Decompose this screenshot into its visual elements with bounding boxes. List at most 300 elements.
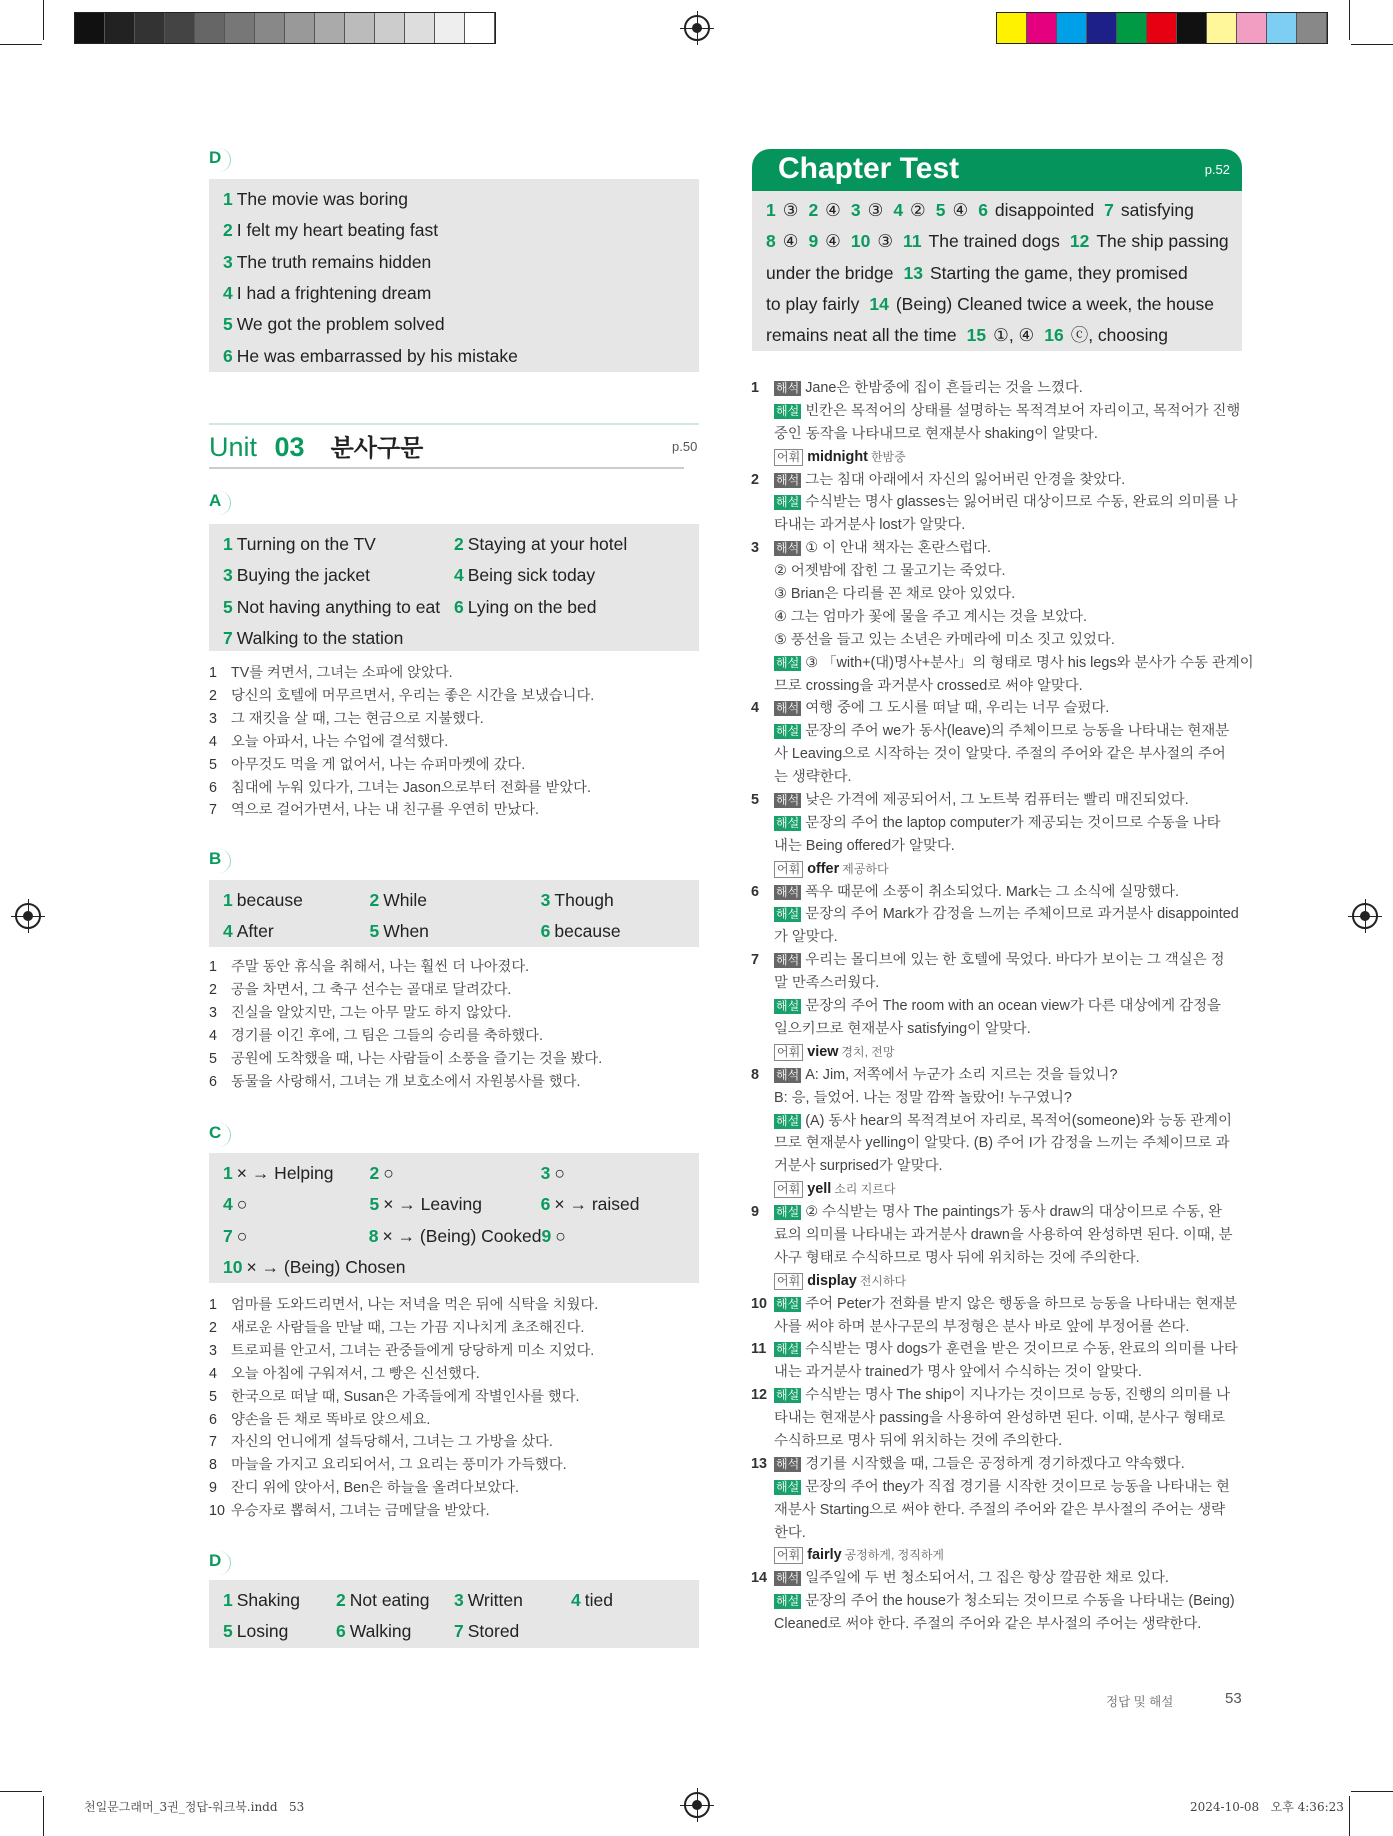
registration-mark-icon [1352,903,1378,929]
answer-row [223,278,699,309]
chapter-answer-text: ③ [782,200,799,220]
explanation-text: 거분사 surprised가 알맞다. [774,1158,943,1175]
explanation-number: 14 [751,1570,768,1587]
explanation-text: 그는 침대 아래에서 자신의 잃어버린 안경을 찾았다. [805,471,1126,488]
explanation-number: 10 [751,1295,768,1312]
explanation-text: 일으키므로 현재분사 satisfying이 알맞다. [774,1020,1031,1037]
chapter-answer-number: 12 [1069,231,1090,252]
explanation-line [751,1132,1243,1155]
translation-text: 잔디 위에 앉아서, Ben은 하늘을 올려다보았다. [231,1480,520,1497]
crop-mark [1351,1791,1393,1792]
translation-list [209,662,594,822]
translation-line [209,685,594,708]
chapter-answer [903,231,1060,251]
chapter-answer-text: ⓒ, choosing [1070,325,1168,346]
answer-item [223,1590,336,1611]
translation-text: 자신의 언니에게 설득당해서, 그녀는 그 가방을 샀다. [231,1434,553,1451]
chapter-answer-text: ①, ④ [993,325,1035,346]
chapter-answer [766,325,957,345]
answer-text: I felt my heart beating fast [236,220,439,241]
explanation-text: 는 생략한다. [774,769,852,786]
color-swatch [1087,13,1117,43]
explanation-line [751,1499,1243,1522]
color-swatch [1147,13,1177,43]
translation-line [209,1025,602,1048]
answer-item [454,1590,571,1611]
answer-row [223,623,699,654]
answer-row [223,560,699,591]
grayscale-swatch [435,13,465,43]
answer-item [223,921,369,942]
translation-line [209,1409,598,1432]
tag-translation: 해석 [776,953,800,968]
explanation-line [751,720,1243,743]
translation-text: 우승자로 뽑혀서, 그녀는 금메달을 받았다. [231,1503,490,1520]
translation-line [209,754,594,777]
grayscale-swatch [255,13,285,43]
chapter-answer-number: 7 [1104,200,1114,220]
translation-list [209,956,602,1093]
chapter-test-page-ref: p.52 [1204,162,1230,177]
translation-number: 6 [209,1411,217,1428]
explanation-text: 빈칸은 목적어의 상태를 설명하는 목적격보어 자리이고, 목적어가 진행 [805,402,1241,419]
translation-line [209,979,602,1002]
explanation-text: 수식받는 명사 glasses는 잃어버린 대상이므로 수동, 완료의 의미를 나 [805,494,1238,511]
grayscale-swatch [135,13,165,43]
translation-number: 4 [209,733,217,750]
answer-number: 10 [223,1257,243,1278]
explanation-line [751,423,1243,446]
tag-vocabulary: 어휘 [774,1273,803,1290]
explanation-text: 료의 의미를 나타내는 과거분사 drawn을 사용하여 완성하면 된다. 이때, 분 [774,1226,1233,1243]
explanation-line [751,652,1254,675]
translation-text: 그 재킷을 살 때, 그는 현금으로 지불했다. [231,710,484,727]
translation-text: TV를 켜면서, 그녀는 소파에 앉았다. [231,665,453,681]
translation-text: 양손을 든 채로 똑바로 앉으세요. [231,1411,431,1428]
explanation-line [751,1224,1243,1247]
answer-item [369,921,540,942]
answer-number: 7 [454,1621,464,1642]
chapter-answer-text: under the bridge [766,262,894,283]
translation-line [209,777,594,800]
answer-row [223,916,699,947]
answer-text: because [554,921,621,942]
answer-number: 8 [368,1225,379,1246]
tag-commentary: 해설 [776,1479,800,1494]
answer-item [223,1257,406,1278]
translation-text: 동물을 사랑해서, 그녀는 개 보호소에서 자원봉사를 했다. [231,1073,581,1090]
grayscale-swatch [375,13,405,43]
color-swatch [1297,13,1327,43]
chapter-answer-number: 6 [978,200,988,220]
translation-number: 2 [209,687,217,704]
explanation-line [751,812,1243,835]
explanation-text: 문장의 주어 The room with an ocean view가 다른 대상에게 감정을 [805,998,1221,1015]
answer-item [223,890,369,911]
answer-number: 2 [369,890,380,911]
explanation-line [751,903,1243,926]
explanation-line [751,446,1243,469]
answer-item [541,890,699,911]
explanation-text: 수식받는 명사 The ship이 지나가는 것이므로 능동, 진행의 의미를 나 [805,1387,1230,1404]
answer-item [223,597,454,618]
translation-text: 오늘 아침에 구워져서, 그 빵은 신선했다. [231,1365,480,1382]
answer-number: 1 [223,189,233,210]
chapter-answer [936,200,968,220]
answer-text: Being sick today [467,565,596,586]
explanation-line [751,1201,1243,1224]
slug-filename: 천일문그래머_3권_정답-워크북.indd 53 [84,1800,305,1814]
translation-text: 공을 차면서, 그 축구 선수는 골대로 달려갔다. [231,981,512,998]
answer-number: 4 [223,283,233,304]
answer-item [336,1590,454,1611]
chapter-answer-text: to play fairly [766,293,860,314]
explanation-line [751,1087,1243,1110]
explanation-text: 사 Leaving으로 시작하는 것이 알맞다. 주절의 주어와 같은 부사절의 주어 [774,746,1226,763]
answer-text: ○ [236,1194,248,1215]
answer-text: Walking [349,1621,412,1642]
answer-text: The truth remains hidden [236,251,432,272]
explanation-line [751,789,1243,812]
chapter-answer-text: ④ [825,231,841,252]
answer-number: 5 [223,314,233,335]
answer-item [541,1163,699,1184]
explanation-text: 재분사 Starting으로 써야 한다. 주절의 주어와 같은 부사절의 주어는 생략 [774,1501,1226,1518]
explanation-line [751,583,1243,606]
explanation-text: 내는 과거분사 trained가 명사 앞에서 수식하는 것이 알맞다. [774,1364,1142,1381]
explanation-text: 문장의 주어 Mark가 감정을 느끼는 주체이므로 과거분사 disappointed [805,906,1239,923]
tag-translation: 해석 [776,1456,800,1471]
answer-text: Not eating [349,1590,430,1611]
explanation-line [751,469,1243,492]
answer-item [223,1621,336,1642]
chapter-test-header [752,149,1242,191]
explanation-line [751,1453,1243,1476]
explanation-line [751,1018,1243,1041]
explanation-line [751,766,1243,789]
slug-date: 2024-10-08 오후 4:36:23 [1190,1800,1344,1814]
tag-translation: 해석 [776,793,800,808]
chapter-answer [851,200,883,220]
chapter-answer-text: The ship passing [1096,231,1229,252]
answer-row [223,215,699,246]
chapter-answer [1070,231,1229,251]
chapter-answer [1044,325,1168,345]
explanation-line [751,835,1243,858]
answer-text: Shaking [236,1590,300,1611]
translation-text: 침대에 누워 있다가, 그녀는 Jason으로부터 전화를 받았다. [231,779,591,796]
explanation-line [751,675,1243,698]
answer-text: Walking to the station [236,628,404,649]
answer-item [223,565,454,586]
explanation-number: 8 [751,1066,760,1083]
translation-number: 3 [209,1004,217,1021]
unit-title: 분사구문 [330,435,424,462]
explanation-text: 가 알맞다. [774,929,838,946]
chapter-answer-text: ② [910,200,926,220]
tag-vocabulary: 어휘 [774,1044,803,1061]
explanation-line [751,1155,1243,1178]
answer-item [454,534,694,555]
explanation-number: 1 [751,380,760,396]
answer-number: 1 [223,1163,233,1184]
chapter-answer [766,200,798,220]
grayscale-swatch [465,13,495,43]
explanation-line [751,1110,1243,1133]
explanation-text: (A) 동사 hear의 목적격보어 자리로, 목적어(someone)와 능동 관계이 [805,1112,1232,1129]
translation-number: 1 [209,959,217,975]
translation-line [209,1071,602,1094]
chapter-answer-number: 11 [903,231,922,252]
answer-text: ○ [383,1163,394,1184]
answer-row [223,1158,699,1189]
explanation-text: 문장의 주어 the laptop computer가 제공되는 것이므로 수동을 나타 [805,814,1221,831]
explanation-line [751,858,1243,881]
explanation-text: 일주일에 두 번 청소되어서, 그 집은 항상 깔끔한 채로 있다. [805,1570,1169,1587]
chapter-line [766,195,1242,226]
explanation-line [751,629,1243,652]
explanation-line [751,1476,1243,1499]
chapter-answer [1104,200,1194,220]
grayscale-swatch [405,13,435,43]
explanation-text: 수식받는 명사 dogs가 훈련을 받은 것이므로 수동, 완료의 의미를 나타 [805,1341,1238,1358]
answer-number: 6 [540,1194,551,1215]
chapter-line [766,258,1242,289]
color-bar [996,12,1328,44]
explanation-line [751,1361,1243,1384]
answer-box-b [209,880,699,947]
translation-number: 5 [209,756,217,773]
tag-translation: 해석 [776,381,800,395]
answer-item [369,890,540,911]
explanation-line [751,606,1243,629]
explanation-line [751,697,1243,720]
explanation-number: 9 [751,1204,760,1221]
explanation-line [751,560,1243,583]
translation-line [209,1340,598,1363]
answer-item [454,565,694,586]
answer-item [541,921,699,942]
translation-number: 5 [209,1388,217,1405]
vocab-meaning: 전시하다 [859,1273,907,1288]
answer-text: The movie was boring [236,189,408,210]
chapter-answer-text: ③ [877,231,894,252]
chapter-answer [893,200,925,220]
registration-mark-icon [684,15,710,41]
chapter-answer [978,200,1094,220]
translation-number: 4 [209,1027,217,1044]
footer-section: 정답 및 해설 [1106,1695,1174,1709]
tag-commentary: 해설 [776,815,800,830]
tag-commentary: 해설 [776,655,800,670]
color-swatch [997,13,1027,43]
section-label-b [209,849,231,873]
grayscale-swatch [105,13,135,43]
explanation-text: A: Jim, 저쪽에서 누군가 소리 지르는 것을 들었니? [805,1066,1118,1083]
answer-row [223,592,699,623]
explanation-line [751,537,1243,560]
translation-line [209,731,594,754]
color-swatch [1207,13,1237,43]
chapter-answer-number: 4 [893,200,904,220]
section-label-text: D [209,1551,231,1575]
chapter-answer [851,231,893,251]
explanation-line [751,1522,1243,1545]
answer-box-a [209,524,699,651]
answer-item [369,1163,540,1184]
explanation-text: Cleaned로 써야 한다. 주절의 주어와 같은 부사절의 주어는 생략한다. [774,1616,1202,1633]
answer-text: because [236,890,303,911]
section-label-text: A [209,491,231,515]
explanation-text: 므로 현재분사 yelling이 알맞다. (B) 주어 I가 감정을 느끼는 주체이므로 과 [774,1135,1230,1152]
explanation-text: 주어 Peter가 전화를 받지 않은 행동을 하므로 능동을 나타내는 현재분 [805,1295,1238,1312]
answer-row [223,1189,699,1220]
chapter-answer-text: ④ [825,200,841,220]
unit-label [209,428,423,463]
answer-text: ○ [554,1163,565,1184]
answer-text: Lying on the bed [467,596,597,617]
explanation-line [751,1544,1243,1567]
explanation-line [751,743,1243,766]
chapter-answer [808,200,840,220]
color-swatch [1237,13,1267,43]
explanation-text: 중인 동작을 나타내므로 현재분사 shaking이 알맞다. [774,425,1098,442]
translation-number: 1 [209,665,217,681]
chapter-answer [903,263,1187,283]
translation-line [209,1048,602,1071]
answer-item [369,1194,540,1215]
chapter-line [766,289,1242,320]
color-swatch [1267,13,1297,43]
translation-line [209,1500,598,1523]
chapter-answer-number: 8 [766,231,776,252]
unit-word: Unit [209,432,258,462]
explanation-text: ① 이 안내 책자는 혼란스럽다. [805,540,991,557]
section-label-c [209,1123,231,1147]
answer-text: Turning on the TV [236,534,376,555]
chapter-answer-text: remains neat all the time [766,325,957,346]
chapter-test-answers [752,191,1242,351]
explanation-text: Jane은 한밤중에 집이 흔들리는 것을 느꼈다. [805,380,1083,396]
chapter-answer-text: (Being) Cleaned twice a week, the house [895,293,1214,314]
chapter-line [766,226,1242,257]
explanation-text: 폭우 때문에 소풍이 취소되었다. Mark는 그 소식에 실망했다. [805,883,1179,900]
answer-text: ○ [236,1225,248,1246]
section-label-d2 [209,1551,231,1575]
unit-top-rule [209,423,699,425]
grayscale-swatch [345,13,375,43]
chapter-answer [967,325,1035,345]
section-label-text: D [209,148,231,172]
explanation-number: 4 [751,700,760,717]
grayscale-swatch [225,13,255,43]
answer-text: × → (Being) Chosen [246,1257,406,1278]
chapter-answer-number: 14 [869,293,889,314]
explanation-line [751,1407,1243,1430]
explanation-text: 사구 형태로 수식하므로 명사 뒤에 위치하는 것에 주의한다. [774,1249,1140,1266]
answer-row [223,885,699,916]
tag-translation: 해석 [776,701,800,716]
tag-vocabulary: 어휘 [774,1547,803,1564]
tag-commentary: 해설 [776,1388,800,1403]
answer-text: Not having anything to eat [236,596,441,617]
translation-text: 엄마를 도와드리면서, 나는 저녁을 먹은 뒤에 식탁을 치웠다. [231,1297,599,1313]
explanation-text: 경기를 시작했을 때, 그들은 공정하게 경기하겠다고 약속했다. [805,1455,1185,1472]
translation-number: 10 [209,1503,225,1520]
chapter-answer [766,231,798,251]
translation-line [209,1294,598,1317]
chapter-answer [766,294,859,314]
answer-number: 1 [223,1590,233,1611]
translation-number: 2 [209,1319,217,1336]
tag-translation: 해석 [776,884,800,899]
translation-text: 당신의 호텔에 머무르면서, 우리는 좋은 시간을 보냈습니다. [231,687,595,704]
explanation-text: 문장의 주어 we가 동사(leave)의 주체이므로 능동을 나타내는 현재분 [805,723,1230,740]
translation-number: 6 [209,779,217,796]
tag-translation: 해석 [776,1067,800,1082]
answer-text: tied [584,1590,613,1611]
translation-number: 4 [209,1365,217,1382]
answer-number: 9 [541,1225,552,1246]
answer-number: 2 [336,1590,346,1611]
explanation-text: 문장의 주어 the house가 청소되는 것이므로 수동을 나타내는 (Being) [805,1593,1235,1610]
chapter-answer [766,263,893,283]
explanation-line [751,949,1243,972]
chapter-answer-text: ④ [782,231,799,252]
explanation-line [751,377,1243,400]
explanations [751,377,1254,1636]
explanation-text: 여행 중에 그 도시를 떠날 때, 우리는 너무 슬펐다. [805,700,1110,717]
chapter-answer [808,231,840,251]
answer-row [223,1585,699,1616]
translation-text: 주말 동안 휴식을 취해서, 나는 훨씬 더 나아졌다. [231,959,530,975]
answer-row [223,247,699,278]
answer-number: 3 [540,890,551,911]
answer-item [541,1226,699,1247]
chapter-answer [869,294,1214,314]
answer-text: × → (Being) Cooked [382,1225,542,1246]
explanation-text: 사를 써야 하며 분사구문의 부정형은 분사 바로 앞에 부정어를 쓴다. [774,1318,1190,1335]
answer-item [541,1194,699,1215]
chapter-answer-text: disappointed [994,200,1095,220]
answer-box-d1 [209,179,699,372]
answer-number: 2 [369,1163,380,1184]
grayscale-swatch [165,13,195,43]
color-swatch [1177,13,1207,43]
translation-line [209,1317,598,1340]
answer-number: 2 [223,220,233,241]
crop-mark [1349,0,1350,40]
explanation-number: 3 [751,540,760,557]
answer-text: While [383,890,427,911]
explanation-number: 11 [751,1341,767,1358]
answer-number: 4 [223,1194,233,1215]
vocab-meaning: 경치, 전망 [841,1044,895,1059]
answer-number: 3 [540,1163,551,1184]
answer-row [223,1616,699,1647]
explanation-line [751,972,1243,995]
answer-box-c [209,1153,699,1283]
tag-commentary: 해설 [776,999,800,1014]
answer-item [336,1621,454,1642]
answer-item [223,628,454,649]
answer-text: × → raised [554,1194,640,1215]
chapter-answer-text: satisfying [1120,200,1194,220]
answer-box-d2 [209,1580,699,1648]
chapter-answer-number: 3 [850,200,861,220]
translation-text: 역으로 걸어가면서, 나는 내 친구를 우연히 만났다. [231,802,539,819]
answer-text: He was embarrassed by his mistake [236,345,518,366]
